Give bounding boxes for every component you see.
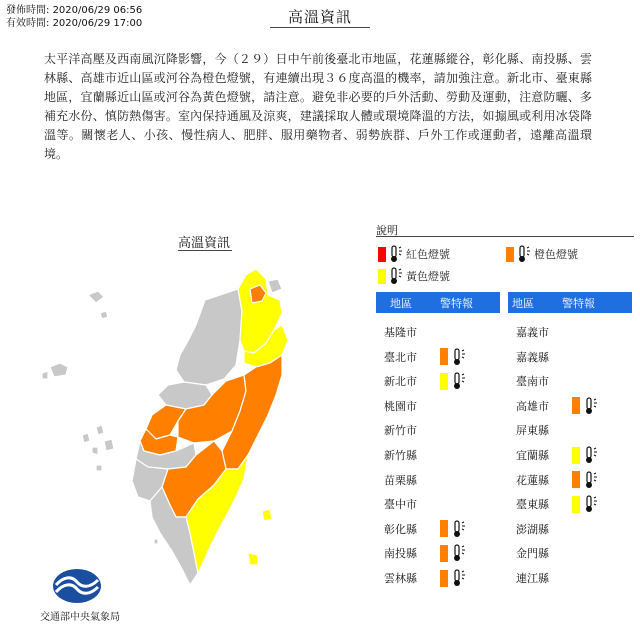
region-matsu [88,291,104,303]
legend-row-1 [376,237,634,265]
table-row [376,517,500,541]
thermometer-icon [517,245,531,263]
legend-label-orange: 橙色燈號 [534,248,578,261]
warning-indicator-orange [572,471,598,489]
valid-label: 有效時間: [6,18,50,29]
region-name: 桃園市 [384,399,417,413]
header-level: 警特報 [440,296,473,310]
region-name: 雲林縣 [384,572,417,585]
region-name: 屏東縣 [516,424,549,438]
region-penghu-e [82,433,90,443]
warning-indicator-yellow [572,446,598,464]
warning-swatch [440,373,448,390]
issued-value: 2020/06/29 06:56 [52,5,143,16]
warning-indicator-yellow [572,495,598,513]
island-liuqiu [154,539,158,544]
legend-item-orange [506,245,578,263]
region-name: 新北市 [384,375,417,389]
region-penghu [96,425,104,435]
region-name: 澎湖縣 [516,522,549,536]
region-name: 嘉義縣 [516,350,549,364]
table-row [376,566,500,590]
region-name: 嘉義市 [516,326,549,339]
agency-name: 交通部中央氣象局 [40,612,120,623]
region-penghu-d [96,465,102,471]
legend-title: 說明 [376,224,398,237]
warning-swatch [572,471,580,488]
header-region: 地區 [390,296,412,310]
warning-indicator-orange [440,348,466,366]
warning-indicator-orange [440,520,466,538]
warning-indicator-yellow [440,372,466,390]
table-header-left [376,292,500,313]
warning-indicator-orange [440,544,466,562]
legend-item-red [378,245,450,263]
table-row [376,369,500,393]
region-name: 新竹縣 [384,449,417,462]
thermometer-icon [584,446,598,464]
warning-swatch [440,348,448,365]
region-name: 彰化縣 [384,522,417,536]
cwb-logo-icon [52,568,102,604]
warning-indicator-orange [572,397,598,415]
thermometer-icon [389,245,403,263]
region-name: 金門縣 [516,547,549,561]
table-row [376,394,500,418]
region-name: 苗栗縣 [384,473,417,487]
header-region: 地區 [512,296,534,310]
thermometer-icon [584,495,598,513]
issued-label: 發佈時間: [6,5,50,16]
page-title: 高溫資訊 [287,8,352,26]
region-name: 花蓮縣 [516,473,549,487]
table-row [508,345,632,369]
region-penghu-b [104,439,114,451]
valid-value: 2020/06/29 17:00 [52,18,143,29]
legend-swatch-orange [506,247,514,262]
bulletin-text: 太平洋高壓及西南風沉降影響，今（２９）日中午前後臺北市地區，花蓮縣縱谷，彰化縣、南投縣、雲林縣、高雄市近山區或河谷為橙色燈號，有連續出現３６度高溫的機率，請加強注意。新北市、臺東縣地區，宜蘭縣近山區或河谷為黃色燈號，請注意。避免非必要的戶外活動、勞動及運動，注意防曬、多補充水份、慎防熱傷害。室內保持通風及涼爽，建議採取人體或環境降溫的方法，如搧風或利用冰袋降溫等。關懷老人、小孩、慢性病人、肥胖、服用藥物者、弱勢族群、戶外工作或運動者，遠離高溫環境。 [44,52,592,161]
legend-label-yellow: 黃色燈號 [406,270,450,283]
table-row [508,369,632,393]
table-header-right [508,292,632,313]
warning-table [376,292,634,592]
thermometer-icon [584,471,598,489]
region-matsu-b [100,311,108,319]
thermometer-icon [452,520,466,538]
table-row [508,541,632,565]
region-name: 新竹市 [384,424,417,438]
table-row [508,468,632,492]
taiwan-map [0,255,370,600]
region-name: 宜蘭縣 [516,449,549,462]
table-row [508,517,632,541]
region-northwest [176,289,242,385]
island-orchid [248,553,258,565]
region-name: 南投縣 [384,547,417,561]
thermometer-icon [452,348,466,366]
table-row [508,443,632,467]
thermometer-icon [584,397,598,415]
warning-swatch [572,447,580,464]
region-keelung [268,279,282,293]
legend-item-yellow [378,267,450,285]
table-row [376,320,500,344]
table-row [376,345,500,369]
thermometer-icon [452,544,466,562]
region-name: 連江縣 [516,572,549,585]
warning-swatch [572,496,580,513]
table-row [376,418,500,442]
warning-swatch [440,545,448,562]
legend-row-2 [376,265,634,293]
header-level: 警特報 [562,296,595,310]
region-name: 基隆市 [384,326,417,339]
region-name: 臺中市 [384,498,417,512]
title-underline [270,27,370,28]
table-row [508,418,632,442]
island-green [262,509,272,521]
region-penghu-c [92,447,98,455]
table-row [376,541,500,565]
table-row [376,468,500,492]
region-name: 臺南市 [516,375,549,389]
table-row [376,443,500,467]
thermometer-icon [452,569,466,587]
region-name: 臺東縣 [516,498,549,512]
legend-swatch-yellow [378,269,386,284]
region-name: 臺北市 [384,350,417,364]
table-row [508,566,632,590]
warning-swatch [440,570,448,587]
legend [376,222,634,293]
region-kinmen [50,363,68,377]
legend-label-red: 紅色燈號 [406,248,450,261]
region-name: 高雄市 [516,399,549,413]
warning-indicator-orange [440,569,466,587]
warning-swatch [572,397,580,414]
warning-swatch [440,520,448,537]
region-kinmen-b [42,371,48,379]
table-row [508,492,632,516]
table-row [508,394,632,418]
table-row [508,320,632,344]
table-row [376,492,500,516]
thermometer-icon [389,267,403,285]
legend-swatch-red [378,247,386,262]
map-title: 高溫資訊 [178,236,231,251]
thermometer-icon [452,372,466,390]
map-title-underline [178,250,232,251]
